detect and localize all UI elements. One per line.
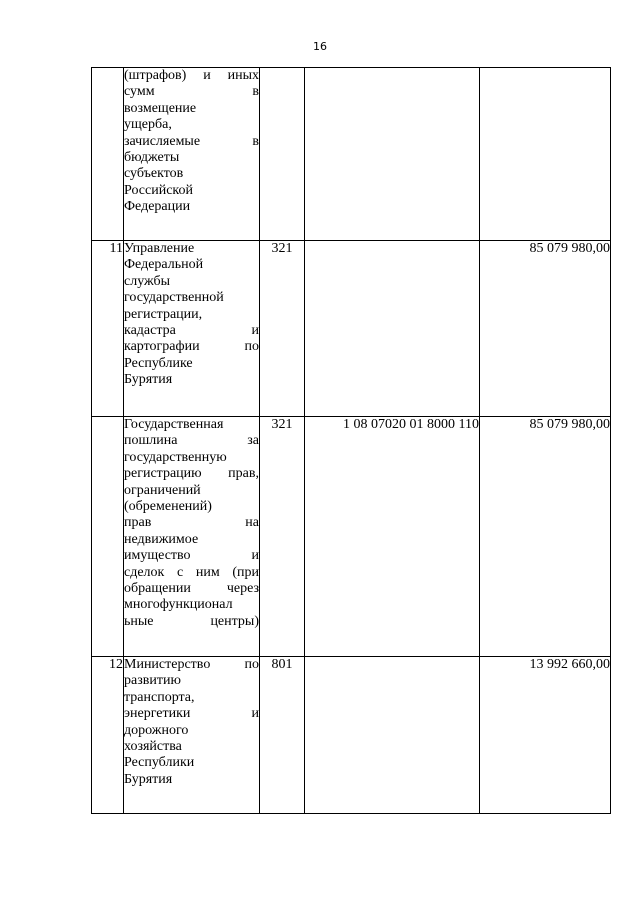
cell-text-line: (обременений) [124, 499, 212, 515]
page-number: 16 [313, 40, 327, 53]
row-name-cell [124, 68, 260, 241]
cell-text-line: развитию [124, 673, 181, 689]
cell-text-line: Республике [124, 355, 193, 371]
amount-cell: 13 992 660,00 [480, 657, 611, 814]
cell-text-line: Бурятия [124, 372, 173, 388]
cell-text-line: возмещение [124, 100, 197, 116]
budget-classification-code-cell [305, 68, 480, 241]
budget-table [91, 67, 611, 814]
cell-text-line: Федеральной [124, 257, 204, 273]
cell-text-line: службы [124, 273, 171, 289]
cell-text-line: хозяйства [124, 739, 182, 755]
admin-code-cell: 321 [260, 241, 305, 417]
table-row [92, 241, 611, 417]
cell-text-line: имущество и [124, 548, 259, 564]
row-name-cell [124, 241, 260, 417]
cell-text-line: Федерации [124, 199, 191, 215]
cell-text-line: (штрафов) и иных [124, 68, 259, 83]
cell-text-line: Государственная [124, 417, 224, 432]
budget-classification-code-cell [305, 657, 480, 814]
cell-text-line: картографии по [124, 339, 259, 355]
cell-text-line: недвижимое [124, 531, 199, 547]
cell-text-line: Бурятия [124, 771, 173, 787]
row-number-cell [92, 68, 124, 241]
cell-text-line: ущерба, [124, 117, 172, 133]
budget-classification-code-cell: 1 08 07020 01 8000 110 [305, 417, 480, 657]
cell-text-line: Российской [124, 182, 193, 198]
cell-text-line: зачисляемые в [124, 133, 259, 149]
row-name-cell [124, 657, 260, 814]
amount-cell: 85 079 980,00 [480, 241, 611, 417]
cell-text-line: сделок с ним (при [124, 564, 259, 580]
cell-text-line: прав на [124, 515, 259, 531]
cell-text-line: сумм в [124, 84, 259, 100]
cell-text-line: Управление [124, 241, 195, 256]
cell-text-line: государственной [124, 290, 224, 306]
cell-text-line: обращении через [124, 581, 259, 597]
cell-text-line: ьные центры) [124, 613, 259, 629]
cell-text-line: кадастра и [124, 323, 259, 339]
table-row [92, 657, 611, 814]
row-number-cell [92, 417, 124, 657]
cell-text-line: ограничений [124, 482, 201, 498]
admin-code-cell: 801 [260, 657, 305, 814]
cell-text-line: регистрации, [124, 306, 203, 322]
budget-classification-code-cell [305, 241, 480, 417]
cell-text-line: Республики [124, 755, 195, 771]
cell-text-line: энергетики и [124, 706, 259, 722]
cell-text-line: регистрацию прав, [124, 466, 259, 482]
cell-text-line: дорожного [124, 722, 189, 738]
row-name-cell [124, 417, 260, 657]
amount-cell: 85 079 980,00 [480, 417, 611, 657]
table-row [92, 417, 611, 657]
admin-code-cell [260, 68, 305, 241]
cell-text-line: Министерство по [124, 657, 259, 672]
cell-text-line: субъектов [124, 166, 184, 182]
cell-text-line: государственную [124, 449, 227, 465]
cell-text-line: пошлина за [124, 433, 259, 449]
cell-text-line: транспорта, [124, 689, 195, 705]
row-number-cell: 12 [92, 657, 124, 814]
row-number-cell: 11 [92, 241, 124, 417]
table-row [92, 68, 611, 241]
cell-text-line: бюджеты [124, 150, 180, 166]
cell-text-line: многофункционал [124, 597, 233, 613]
amount-cell [480, 68, 611, 241]
admin-code-cell: 321 [260, 417, 305, 657]
